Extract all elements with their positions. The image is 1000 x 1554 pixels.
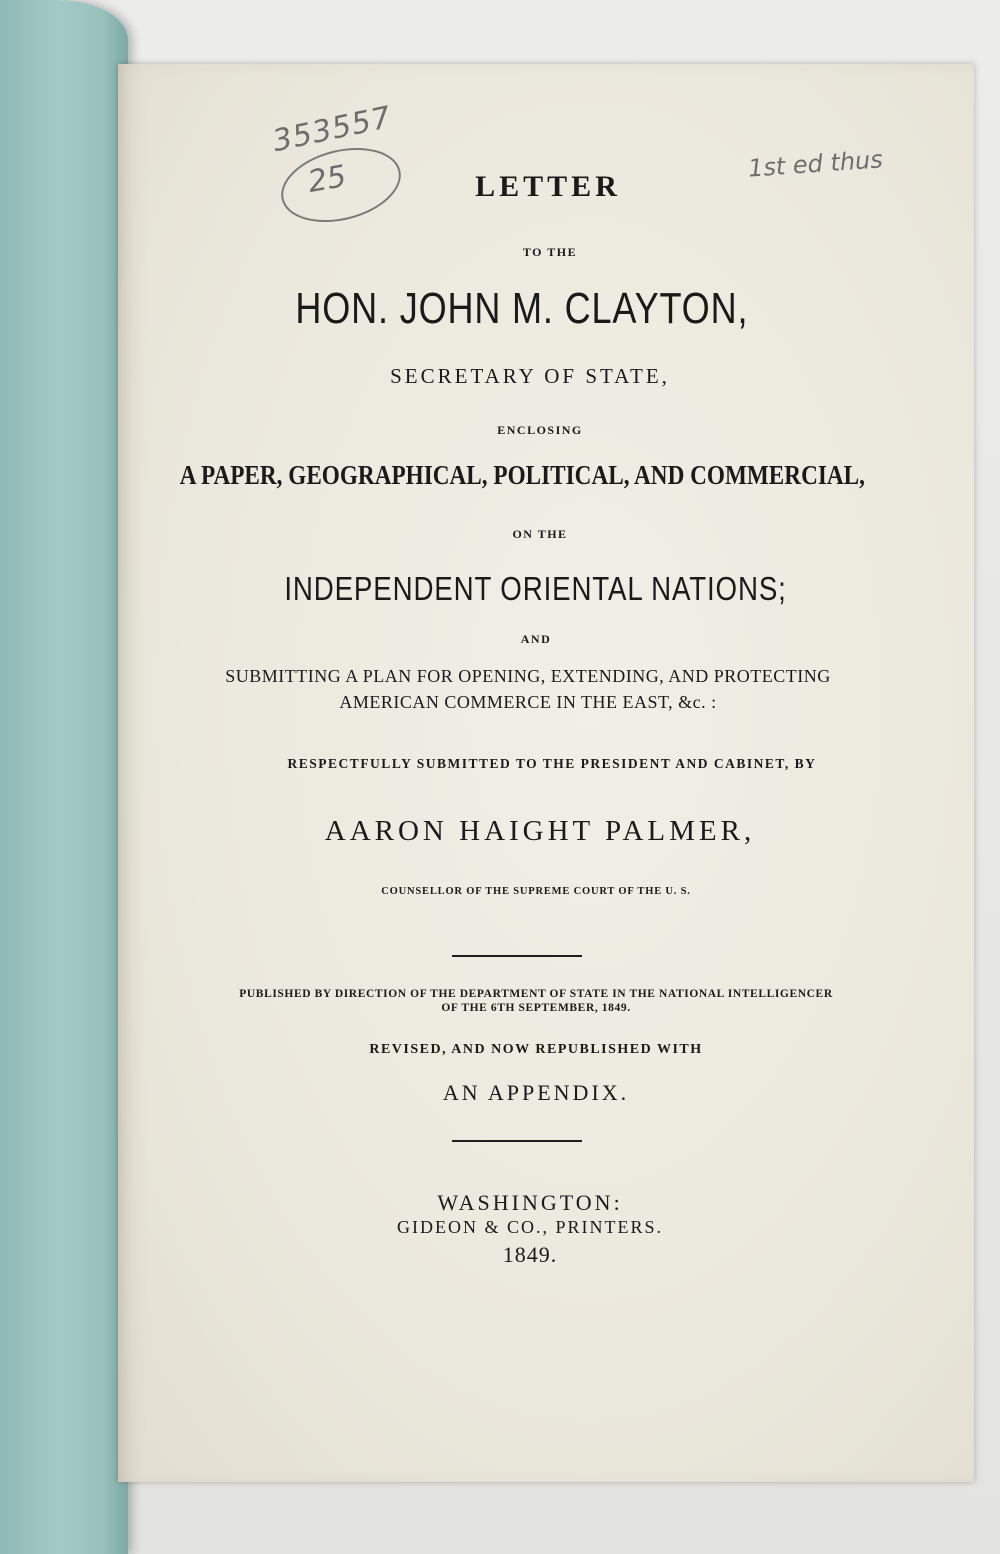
title-page-sheet bbox=[118, 64, 974, 1482]
author-name: AARON HAIGHT PALMER, bbox=[324, 815, 756, 847]
addressee-office: SECRETARY OF STATE, bbox=[390, 364, 670, 388]
publication-note-line-2: OF THE 6TH SEPTEMBER, 1849. bbox=[441, 1002, 631, 1014]
paper-description: A PAPER, GEOGRAPHICAL, POLITICAL, AND COMMERCIAL, bbox=[179, 460, 865, 490]
pencil-catalog-number: 353557 bbox=[269, 99, 395, 160]
label-enclosing: ENCLOSING bbox=[497, 423, 583, 437]
divider-rule bbox=[452, 955, 582, 957]
author-title: COUNSELLOR OF THE SUPREME COURT OF THE U. S. bbox=[381, 886, 691, 897]
divider-rule bbox=[452, 1140, 582, 1142]
label-to-the: TO THE bbox=[522, 245, 578, 259]
appendix-label: AN APPENDIX. bbox=[442, 1080, 630, 1105]
pamphlet-cover bbox=[0, 0, 128, 1554]
heading-letter: LETTER bbox=[475, 170, 621, 203]
subject-title: INDEPENDENT ORIENTAL NATIONS; bbox=[284, 570, 787, 607]
publication-note-line-1: PUBLISHED BY DIRECTION OF THE DEPARTMENT OF STATE IN THE NATIONAL INTELLIGENCER bbox=[239, 988, 833, 1000]
addressee-name: HON. JOHN M. CLAYTON, bbox=[295, 284, 749, 333]
revision-note: REVISED, AND NOW REPUBLISHED WITH bbox=[369, 1042, 703, 1057]
imprint-printer: GIDEON & CO., PRINTERS. bbox=[396, 1217, 663, 1237]
label-on-the: ON THE bbox=[512, 527, 568, 541]
imprint-year: 1849. bbox=[502, 1242, 558, 1267]
pencil-edition-note: 1st ed thus bbox=[747, 145, 884, 183]
submission-line: RESPECTFULLY SUBMITTED TO THE PRESIDENT AND CABINET, BY bbox=[287, 756, 817, 771]
pencil-price: 25 bbox=[305, 158, 349, 201]
label-and: AND bbox=[520, 632, 552, 646]
plan-line-2: AMERICAN COMMERCE IN THE EAST, &c. : bbox=[339, 692, 717, 712]
plan-line-1: SUBMITTING A PLAN FOR OPENING, EXTENDING, AND PROTECTING bbox=[225, 666, 831, 686]
imprint-city: WASHINGTON: bbox=[437, 1190, 623, 1215]
